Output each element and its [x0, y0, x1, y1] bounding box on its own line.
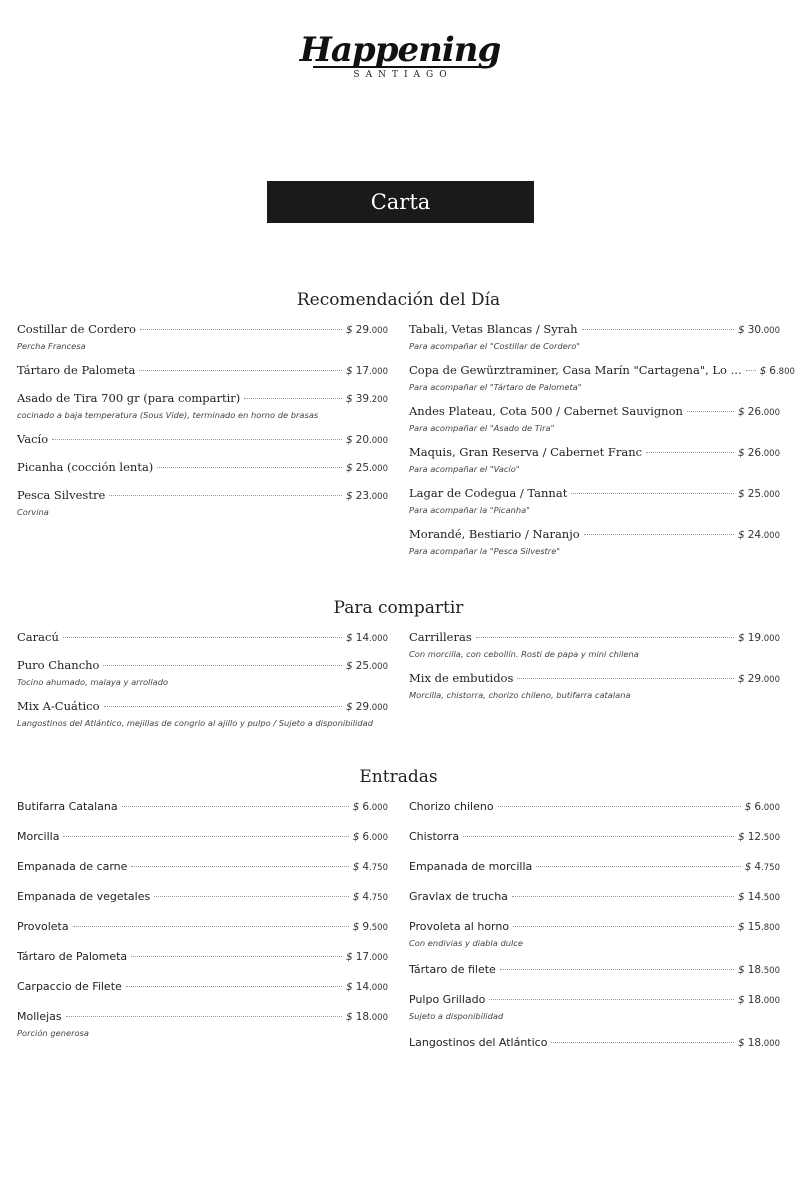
- menu-item-row: [17, 460, 388, 477]
- menu-item-row: [409, 322, 780, 339]
- dot-leader: [498, 806, 741, 807]
- menu-item-name: Provoleta al horno: [409, 920, 510, 933]
- price-decimals: .000: [761, 490, 780, 500]
- price-main: 12: [747, 831, 762, 843]
- menu-item-price: [353, 920, 388, 936]
- menu-item-row: [409, 363, 795, 380]
- menu-item-description: cocinado a baja temperatura (Sous Vide), terminado en horno de brasas: [17, 410, 319, 420]
- menu-item-row: [17, 829, 388, 846]
- menu-item: [17, 658, 388, 688]
- price-main: 20: [355, 434, 370, 446]
- price-decimals: .800: [775, 367, 795, 377]
- menu-item-name: Gravlax de trucha: [409, 890, 508, 903]
- menu-item-description: Morcilla, chistorra, chorizo chileno, butifarra catalana: [409, 690, 631, 700]
- menu-item-row: [409, 962, 780, 979]
- menu-item: [409, 992, 780, 1022]
- dot-leader: [584, 534, 734, 535]
- price-main: 25: [355, 660, 370, 672]
- menu-item: [17, 322, 388, 352]
- menu-item: [409, 527, 780, 557]
- menu-item-row: [17, 799, 388, 816]
- menu-item-price: [760, 364, 795, 380]
- currency-symbol: $: [346, 462, 353, 474]
- price-decimals: .000: [369, 634, 388, 644]
- currency-symbol: $: [346, 393, 353, 405]
- price-decimals: .000: [369, 367, 388, 377]
- dot-leader: [154, 896, 348, 897]
- menu-item-name: Tártaro de Palometa: [17, 363, 136, 377]
- menu-item-price: [745, 800, 780, 816]
- menu-item-name: Picanha (cocción lenta): [17, 460, 154, 474]
- currency-symbol: $: [346, 490, 353, 502]
- price-main: 19: [747, 632, 762, 644]
- menu-item-row: [17, 658, 388, 675]
- menu-item: [409, 1035, 780, 1052]
- menu-item-name: Empanada de vegetales: [17, 890, 151, 903]
- menu-item-price: [353, 830, 388, 846]
- menu-item-name: Caracú: [17, 630, 59, 644]
- price-main: 4: [362, 891, 370, 903]
- menu-item-row: [17, 699, 388, 716]
- menu-item: [17, 391, 388, 421]
- price-decimals: .000: [761, 803, 780, 813]
- menu-item-name: Chistorra: [409, 830, 460, 843]
- price-main: 17: [355, 365, 370, 377]
- price-main: 6: [362, 801, 370, 813]
- currency-symbol: $: [352, 921, 360, 933]
- menu-item-price: [738, 890, 780, 906]
- currency-symbol: $: [352, 861, 360, 873]
- menu-item-name: Tártaro de Palometa: [17, 950, 128, 963]
- menu-item-row: [409, 992, 780, 1009]
- dot-leader: [476, 637, 734, 638]
- logo-script: Happening: [299, 30, 501, 70]
- menu-item-row: [17, 488, 388, 505]
- section-para-compartir: [17, 598, 780, 740]
- price-decimals: .000: [369, 464, 388, 474]
- price-main: 4: [362, 861, 370, 873]
- menu-item: [17, 829, 388, 846]
- currency-symbol: $: [346, 660, 353, 672]
- dot-leader: [463, 836, 734, 837]
- dot-leader: [746, 370, 756, 371]
- menu-item: [17, 488, 388, 518]
- price-main: 29: [355, 324, 370, 336]
- currency-symbol: $: [352, 891, 360, 903]
- menu-item-description: Tocino ahumado, malaya y arrollado: [17, 677, 169, 687]
- menu-item-price: [738, 405, 780, 421]
- menu-item-description: Con endivias y diabla dulce: [409, 938, 523, 948]
- price-decimals: .000: [369, 953, 388, 963]
- dot-leader: [104, 706, 342, 707]
- menu-item: [17, 889, 388, 906]
- currency-symbol: $: [346, 951, 353, 963]
- menu-item-row: [409, 671, 780, 688]
- price-decimals: .000: [369, 326, 388, 336]
- left-column: [17, 322, 388, 568]
- price-decimals: .000: [761, 408, 780, 418]
- menu-item-name: Morandé, Bestiario / Naranjo: [409, 527, 580, 541]
- menu-item-name: Pesca Silvestre: [17, 488, 106, 502]
- menu-item-name: Maquis, Gran Reserva / Cabernet Franc: [409, 445, 643, 459]
- left-column: [17, 799, 388, 1065]
- price-main: 26: [747, 406, 762, 418]
- menu-item-name: Chorizo chileno: [409, 800, 494, 813]
- menu-item-price: [738, 920, 780, 936]
- price-main: 15: [747, 921, 762, 933]
- right-column: [409, 799, 780, 1065]
- menu-item-name: Copa de Gewürztraminer, Casa Marín "Cartagena", Lo ...: [409, 363, 742, 377]
- menu-item-price: [346, 659, 388, 675]
- menu-item-description: Para acompañar el "Costillar de Cordero": [409, 341, 581, 351]
- price-decimals: .800: [761, 923, 780, 933]
- menu-item: [17, 363, 388, 380]
- currency-symbol: $: [738, 324, 745, 336]
- menu-item-price: [738, 487, 780, 503]
- left-column: [17, 630, 388, 740]
- menu-item: [409, 486, 780, 516]
- price-decimals: .200: [369, 395, 388, 405]
- price-main: 14: [355, 632, 370, 644]
- dot-leader: [517, 678, 734, 679]
- price-main: 39: [355, 393, 370, 405]
- menu-item: [17, 979, 388, 996]
- menu-item-price: [346, 433, 388, 449]
- menu-item-price: [738, 323, 780, 339]
- dot-leader: [571, 493, 734, 494]
- currency-symbol: $: [744, 801, 752, 813]
- dot-leader: [489, 999, 734, 1000]
- currency-symbol: $: [346, 1011, 353, 1023]
- dot-leader: [103, 665, 342, 666]
- menu-item-row: [17, 1009, 388, 1026]
- dot-leader: [126, 986, 342, 987]
- menu-item-name: Provoleta: [17, 920, 69, 933]
- menu-item: [409, 889, 780, 906]
- price-main: 4: [754, 861, 762, 873]
- menu-item: [409, 445, 780, 475]
- menu-item-price: [346, 1010, 388, 1026]
- menu-item-row: [17, 859, 388, 876]
- menu-item-name: Tártaro de filete: [409, 963, 496, 976]
- currency-symbol: $: [346, 365, 353, 377]
- menu-item-name: Asado de Tira 700 gr (para compartir): [17, 391, 241, 405]
- menu-item-price: [738, 963, 780, 979]
- currency-symbol: $: [738, 406, 745, 418]
- price-decimals: .000: [761, 531, 780, 541]
- menu-item-price: [346, 631, 388, 647]
- currency-symbol: $: [738, 447, 745, 459]
- menu-item-row: [17, 630, 388, 647]
- dot-leader: [646, 452, 734, 453]
- menu-item-row: [17, 432, 388, 449]
- currency-symbol: $: [346, 434, 353, 446]
- price-decimals: .750: [761, 863, 780, 873]
- dot-leader: [140, 329, 342, 330]
- menu-item-description: Percha Francesa: [17, 341, 86, 351]
- menu-item: [409, 630, 780, 660]
- menu-item: [17, 919, 388, 936]
- section-entradas: [17, 767, 780, 1065]
- price-decimals: .500: [761, 833, 780, 843]
- dot-leader: [52, 439, 342, 440]
- menu-item: [17, 699, 388, 729]
- menu-item: [409, 671, 780, 701]
- currency-symbol: $: [346, 701, 353, 713]
- menu-item: [17, 432, 388, 449]
- menu-item: [17, 1009, 388, 1039]
- menu-item-name: Mollejas: [17, 1010, 62, 1023]
- menu-item-description: Para acompañar la "Picanha": [409, 505, 530, 515]
- dot-leader: [73, 926, 349, 927]
- price-main: 23: [355, 490, 370, 502]
- menu-item: [409, 919, 780, 949]
- currency-symbol: $: [738, 964, 745, 976]
- dot-leader: [157, 467, 342, 468]
- menu-item-price: [346, 950, 388, 966]
- price-main: 6: [362, 831, 370, 843]
- menu-item-price: [346, 489, 388, 505]
- menu-item-row: [409, 919, 780, 936]
- menu-item-description: Sujeto a disponibilidad: [409, 1011, 504, 1021]
- section-recomendacion: [17, 290, 795, 568]
- currency-symbol: $: [352, 801, 360, 813]
- price-main: 6: [754, 801, 762, 813]
- price-main: 18: [355, 1011, 370, 1023]
- right-column: [409, 322, 795, 568]
- menu-item-row: [409, 527, 780, 544]
- menu-item-name: Empanada de morcilla: [409, 860, 533, 873]
- menu-item: [409, 799, 780, 816]
- menu-item-name: Carpaccio de Filete: [17, 980, 122, 993]
- price-main: 24: [747, 529, 762, 541]
- price-decimals: .000: [761, 449, 780, 459]
- menu-item-price: [346, 461, 388, 477]
- dot-leader: [244, 398, 342, 399]
- dot-leader: [131, 866, 348, 867]
- price-main: 25: [747, 488, 762, 500]
- menu-item-price: [346, 980, 388, 996]
- menu-item-row: [17, 979, 388, 996]
- price-decimals: .000: [761, 326, 780, 336]
- menu-item-price: [738, 446, 780, 462]
- menu-item: [409, 363, 795, 393]
- menu-item-name: Vacío: [17, 432, 49, 446]
- price-decimals: .000: [369, 703, 388, 713]
- dot-leader: [582, 329, 734, 330]
- menu-item-name: Mix A-Cuático: [17, 699, 100, 713]
- menu-item-row: [409, 889, 780, 906]
- price-main: 6: [769, 365, 776, 377]
- menu-item-description: Porción generosa: [17, 1028, 89, 1038]
- price-main: 25: [355, 462, 370, 474]
- menu-item-row: [17, 322, 388, 339]
- dot-leader: [139, 370, 342, 371]
- menu-item-name: Mix de embutidos: [409, 671, 514, 685]
- currency-symbol: $: [738, 921, 745, 933]
- currency-symbol: $: [738, 632, 745, 644]
- price-decimals: .000: [369, 983, 388, 993]
- menu-item-description: Corvina: [17, 507, 49, 517]
- menu-item-price: [353, 800, 388, 816]
- menu-item-description: Para acompañar la "Pesca Silvestre": [409, 546, 561, 556]
- menu-item-price: [745, 860, 780, 876]
- menu-item-price: [738, 631, 780, 647]
- menu-item: [17, 630, 388, 647]
- price-decimals: .000: [761, 996, 780, 1006]
- dot-leader: [687, 411, 734, 412]
- menu-item-row: [409, 859, 780, 876]
- menu-item-price: [346, 364, 388, 380]
- menu-item: [409, 404, 780, 434]
- currency-symbol: $: [346, 324, 353, 336]
- menu-item-price: [346, 392, 388, 408]
- dot-leader: [551, 1042, 734, 1043]
- price-decimals: .000: [761, 634, 780, 644]
- menu-item-name: Tabali, Vetas Blancas / Syrah: [409, 322, 578, 336]
- menu-item-row: [409, 404, 780, 421]
- price-main: 14: [355, 981, 370, 993]
- currency-symbol: $: [738, 994, 745, 1006]
- menu-item-row: [17, 919, 388, 936]
- price-decimals: .000: [369, 492, 388, 502]
- price-decimals: .500: [369, 923, 388, 933]
- menu-item-row: [409, 445, 780, 462]
- dot-leader: [500, 969, 734, 970]
- currency-symbol: $: [738, 529, 745, 541]
- currency-symbol: $: [346, 632, 353, 644]
- menu-item-row: [409, 799, 780, 816]
- menu-item: [409, 859, 780, 876]
- menu-item-name: Carrilleras: [409, 630, 472, 644]
- menu-item-price: [738, 830, 780, 846]
- menu-item-name: Morcilla: [17, 830, 60, 843]
- menu-item-row: [409, 630, 780, 647]
- menu-item-row: [409, 829, 780, 846]
- price-decimals: .000: [369, 436, 388, 446]
- menu-item: [17, 799, 388, 816]
- price-main: 18: [747, 964, 762, 976]
- menu-item-price: [738, 1036, 780, 1052]
- price-decimals: .000: [761, 1039, 780, 1049]
- menu-item-row: [17, 889, 388, 906]
- menu-item-description: Para acompañar el "Tártaro de Palometa": [409, 382, 582, 392]
- menu-item-row: [409, 1035, 780, 1052]
- section-title: Recomendación del Día: [296, 290, 501, 310]
- price-main: 29: [747, 673, 762, 685]
- menu-item-description: Langostinos del Atlántico, mejillas de congrio al ajillo y pulpo / Sujeto a disponibilidad: [17, 718, 373, 728]
- dot-leader: [536, 866, 740, 867]
- menu-item-row: [17, 363, 388, 380]
- dot-leader: [63, 836, 348, 837]
- right-column: [409, 630, 780, 740]
- menu-item-description: Para acompañar el "Vacío": [409, 464, 520, 474]
- menu-item-name: Empanada de carne: [17, 860, 128, 873]
- currency-symbol: $: [759, 365, 767, 377]
- currency-symbol: $: [738, 831, 745, 843]
- menu-item-description: Para acompañar el "Asado de Tira": [409, 423, 555, 433]
- menu-item-row: [17, 949, 388, 966]
- menu-item-row: [17, 391, 388, 408]
- dot-leader: [513, 926, 734, 927]
- menu-item-price: [346, 323, 388, 339]
- price-main: 26: [747, 447, 762, 459]
- price-main: 29: [355, 701, 370, 713]
- price-main: 18: [747, 994, 762, 1006]
- price-main: 30: [747, 324, 762, 336]
- price-main: 17: [355, 951, 370, 963]
- price-decimals: .000: [761, 675, 780, 685]
- menu-item: [409, 829, 780, 846]
- price-main: 14: [747, 891, 762, 903]
- menu-item: [17, 460, 388, 477]
- menu-item: [17, 949, 388, 966]
- price-main: 9: [362, 921, 370, 933]
- menu-item-name: Butifarra Catalana: [17, 800, 118, 813]
- dot-leader: [512, 896, 734, 897]
- menu-item-price: [346, 700, 388, 716]
- currency-symbol: $: [738, 488, 745, 500]
- menu-item-row: [409, 486, 780, 503]
- price-decimals: .750: [369, 893, 388, 903]
- price-decimals: .000: [369, 833, 388, 843]
- currency-symbol: $: [738, 1037, 745, 1049]
- price-decimals: .000: [369, 662, 388, 672]
- currency-symbol: $: [352, 831, 360, 843]
- price-main: 18: [747, 1037, 762, 1049]
- menu-item: [17, 859, 388, 876]
- logo-subtitle: SANTIAGO: [353, 70, 453, 80]
- menu-item-price: [353, 890, 388, 906]
- brand-logo: [0, 30, 800, 80]
- menu-item-name: Puro Chancho: [17, 658, 100, 672]
- currency-symbol: $: [738, 673, 745, 685]
- menu-item-name: Langostinos del Atlántico: [409, 1036, 548, 1049]
- menu-item-price: [353, 860, 388, 876]
- menu-item: [409, 322, 780, 352]
- dot-leader: [122, 806, 349, 807]
- dot-leader: [131, 956, 342, 957]
- currency-symbol: $: [346, 981, 353, 993]
- page-title: Carta: [267, 181, 534, 223]
- section-title: Entradas: [359, 767, 438, 787]
- menu-item-name: Lagar de Codegua / Tannat: [409, 486, 568, 500]
- section-title: Para compartir: [333, 598, 464, 618]
- dot-leader: [109, 495, 342, 496]
- menu-item-price: [738, 993, 780, 1009]
- dot-leader: [63, 637, 342, 638]
- menu-item-price: [738, 672, 780, 688]
- menu-item-price: [738, 528, 780, 544]
- menu-item-name: Costillar de Cordero: [17, 322, 136, 336]
- currency-symbol: $: [744, 861, 752, 873]
- dot-leader: [66, 1016, 342, 1017]
- price-decimals: .500: [761, 893, 780, 903]
- price-decimals: .750: [369, 863, 388, 873]
- menu-item-name: Pulpo Grillado: [409, 993, 486, 1006]
- menu-item: [409, 962, 780, 979]
- price-decimals: .000: [369, 1013, 388, 1023]
- currency-symbol: $: [738, 891, 745, 903]
- price-decimals: .000: [369, 803, 388, 813]
- price-decimals: .500: [761, 966, 780, 976]
- menu-item-description: Con morcilla, con cebollín. Rosti de papa y mini chilena: [409, 649, 639, 659]
- menu-item-name: Andes Plateau, Cota 500 / Cabernet Sauvignon: [409, 404, 683, 418]
